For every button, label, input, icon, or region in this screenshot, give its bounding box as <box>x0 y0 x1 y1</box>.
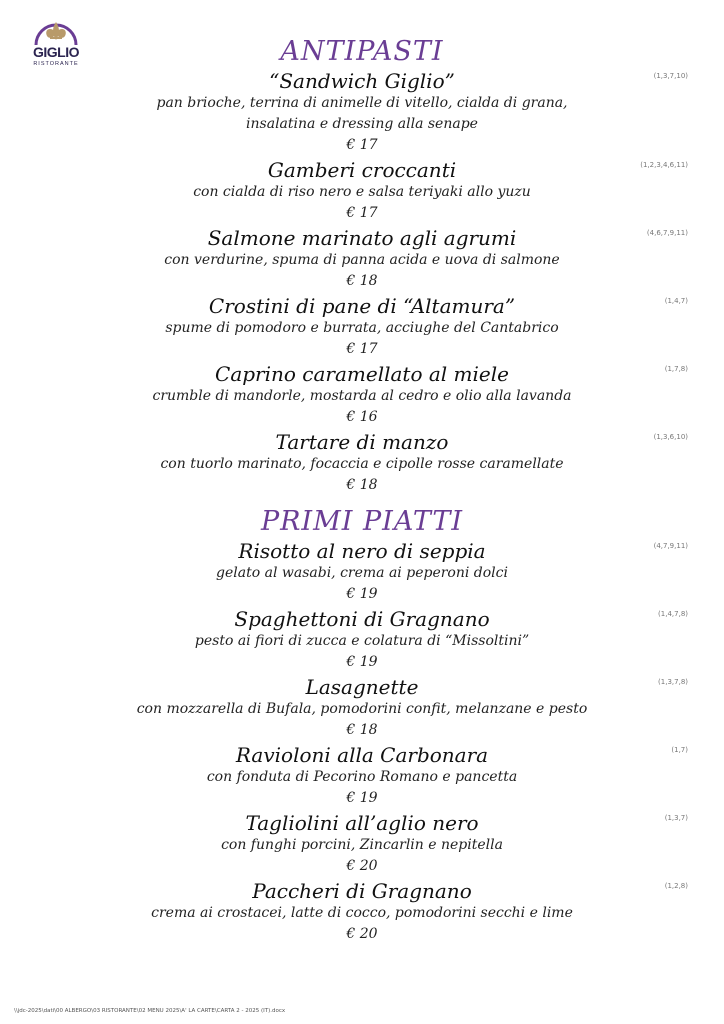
dish-name: Tagliolini all’aglio nero <box>245 811 479 835</box>
menu-item <box>0 70 724 156</box>
dish-price: € 20 <box>346 858 378 874</box>
menu-item <box>0 295 724 360</box>
dish-description: crema ai crostacei, latte di cocco, pomodorini secchi e lime <box>151 905 573 921</box>
menu-item <box>0 812 724 877</box>
dish-price: € 19 <box>346 790 378 806</box>
allergen-codes: (1,2,8) <box>664 882 688 890</box>
dish-description: con verdurine, spuma di panna acida e uova di salmone <box>164 252 560 268</box>
dish-name: Caprino caramellato al miele <box>215 362 509 386</box>
dish-price: € 17 <box>346 137 378 153</box>
allergen-codes: (4,6,7,9,11) <box>646 229 688 237</box>
dish-price: € 18 <box>346 477 378 493</box>
dish-name: Tartare di manzo <box>275 430 449 454</box>
dish-description: con fonduta di Pecorino Romano e pancetta <box>206 769 518 785</box>
dish-price: € 19 <box>346 654 378 670</box>
menu-item <box>0 676 724 741</box>
dish-price: € 18 <box>346 722 378 738</box>
allergen-codes: (1,4,7) <box>664 297 688 305</box>
allergen-codes: (1,3,7,8) <box>658 678 688 686</box>
allergen-codes: (4,7,9,11) <box>653 542 688 550</box>
dish-price: € 17 <box>346 341 378 357</box>
allergen-codes: (1,3,6,10) <box>653 433 688 441</box>
dish-description: spume di pomodoro e burrata, acciughe del Cantabrico <box>165 320 559 336</box>
section-title: ANTIPASTI <box>280 36 444 67</box>
dish-description: con cialda di riso nero e salsa teriyaki allo yuzu <box>193 184 531 200</box>
menu-item <box>0 540 724 605</box>
dish-name: Spaghettoni di Gragnano <box>234 607 490 631</box>
allergen-codes: (1,4,7,8) <box>658 610 688 618</box>
dish-description: con funghi porcini, Zincarlin e nepitella <box>221 837 503 853</box>
menu-item <box>0 608 724 673</box>
menu-item <box>0 227 724 292</box>
dish-price: € 18 <box>346 273 378 289</box>
allergen-codes: (1,7) <box>671 746 688 754</box>
dish-description: pesto ai fiori di zucca e colatura di “Missoltini” <box>194 633 530 649</box>
dish-price: € 20 <box>346 926 378 942</box>
allergen-codes: (1,2,3,4,6,11) <box>640 161 688 169</box>
logo-name: GIGLIO <box>33 44 79 60</box>
allergen-codes: (1,3,7,10) <box>653 72 688 80</box>
dish-name: Crostini di pane di “Altamura” <box>208 294 516 318</box>
logo-subtitle: RISTORANTE <box>33 61 79 67</box>
allergen-codes: (1,3,7) <box>664 814 688 822</box>
dish-price: € 17 <box>346 205 378 221</box>
dish-name: Lasagnette <box>305 675 419 699</box>
dish-name: Salmone marinato agli agrumi <box>207 226 517 250</box>
dish-price: € 19 <box>346 586 378 602</box>
dish-description: con mozzarella di Bufala, pomodorini confit, melanzane e pesto <box>136 701 588 717</box>
menu-item <box>0 880 724 945</box>
dish-name: “Sandwich Giglio” <box>269 69 455 93</box>
dish-name: Risotto al nero di seppia <box>238 539 486 563</box>
menu-item <box>0 431 724 496</box>
dish-price: € 16 <box>346 409 378 425</box>
dish-description: gelato al wasabi, crema ai peperoni dolci <box>216 565 508 581</box>
dish-description: crumble di mandorle, mostarda al cedro e olio alla lavanda <box>152 388 572 404</box>
menu-item <box>0 363 724 428</box>
menu-item <box>0 744 724 809</box>
dish-description: pan brioche, terrina di animelle di vitello, cialda di grana, <box>156 95 568 111</box>
section-title: PRIMI PIATTI <box>260 506 464 537</box>
dish-name: Paccheri di Gragnano <box>252 879 472 903</box>
dish-name: Gamberi croccanti <box>267 158 457 182</box>
menu-item <box>0 159 724 224</box>
allergen-codes: (1,7,8) <box>664 365 688 373</box>
file-path-footer: \\jdc-2025\dati\00 ALBERGO\03 RISTORANTE\02 MENU 2025\A' LA CARTE\CARTA 2 - 2025 (IT).docx <box>14 1008 286 1014</box>
dish-description: insalatina e dressing alla senape <box>246 116 478 132</box>
dish-name: Ravioloni alla Carbonara <box>235 743 489 767</box>
menu <box>0 36 724 948</box>
dish-description: con tuorlo marinato, focaccia e cipolle rosse caramellate <box>160 456 564 472</box>
